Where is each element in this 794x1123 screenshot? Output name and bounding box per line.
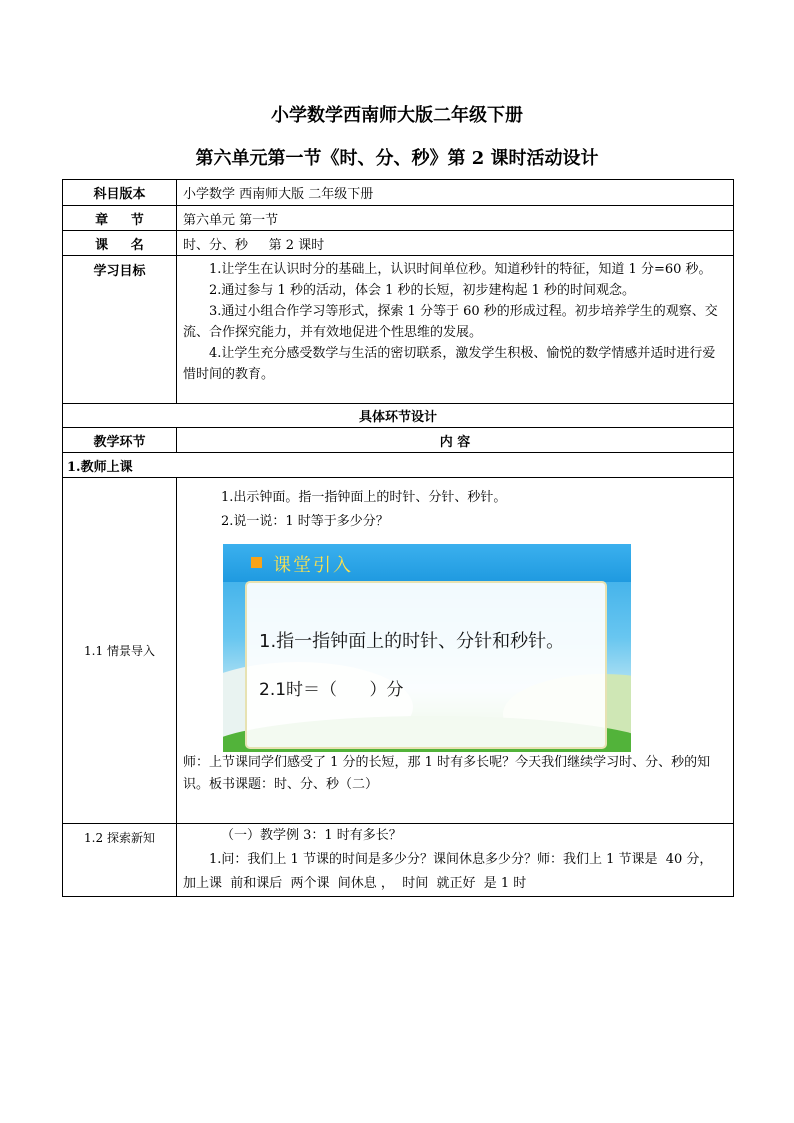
slide-bullet-square xyxy=(251,557,262,568)
col-content-header: 内 容 xyxy=(177,428,734,453)
explore-stage: 1.2 探索新知 xyxy=(63,824,177,897)
slide-card xyxy=(245,581,607,749)
intro-stage: 1.1 情景导入 xyxy=(63,478,177,824)
intro-line-1: 1.出示钟面。指一指钟面上的时针、分针、秒针。 xyxy=(221,490,507,505)
section-title-row xyxy=(63,404,734,428)
lesson-label: 课 名 xyxy=(63,231,177,256)
slide-line-2: 2.1时＝（ ）分 xyxy=(259,680,404,700)
slide-title: 课堂引入 xyxy=(273,555,353,576)
objective-item: 1.让学生在认识时分的基础上，认识时间单位秒。知道秒针的特征，知道 1 分=60 秒。 xyxy=(209,262,712,277)
lesson-value: 时、分、秒 第 2 课时 xyxy=(177,231,734,256)
objectives-row xyxy=(63,256,734,404)
lesson-row xyxy=(63,231,734,256)
subject-value: 小学数学 西南师大版 二年级下册 xyxy=(177,180,734,206)
section-title: 具体环节设计 xyxy=(63,404,734,428)
explore-row xyxy=(63,824,734,897)
intro-line-2: 2.说一说：1 时等于多少分？ xyxy=(221,514,389,529)
objective-item: 4.让学生充分感受数学与生活的密切联系，激发学生积极、愉悦的数学情感并适时进行爱惜时间的教育。 xyxy=(183,346,716,382)
objectives-content xyxy=(177,256,734,404)
part1-title: 1.教师上课 xyxy=(63,453,734,478)
slide-image xyxy=(223,544,631,752)
column-header-row xyxy=(63,428,734,453)
intro-content xyxy=(177,478,734,824)
lesson-plan-table xyxy=(62,179,734,897)
part1-row xyxy=(63,453,734,478)
document-subtitle: 第六单元第一节《时、分、秒》第 2 课时活动设计 xyxy=(195,148,599,169)
subject-row xyxy=(63,180,734,206)
slide-line-1: 1.指一指钟面上的时针、分针和秒针。 xyxy=(259,631,565,652)
intro-row xyxy=(63,478,734,824)
subject-label: 科目版本 xyxy=(63,180,177,206)
chapter-row xyxy=(63,206,734,231)
chapter-label: 章 节 xyxy=(63,206,177,231)
objective-item: 3.通过小组合作学习等形式，探索 1 分等于 60 秒的形成过程。初步培养学生的观察、交流、合作探究能力，并有效地促进个性思维的发展。 xyxy=(183,304,718,340)
explore-line-1: （一）教学例 3：1 时有多长？ xyxy=(221,828,402,843)
col-stage-header: 教学环节 xyxy=(63,428,177,453)
explore-line-2: 1.问：我们上 1 节课的时间是多少分？课间休息多少分？师：我们上 1 节课是 40 分， 加上课 前和课后 两个课 间休息 ， 时间 就正好 是 1 时 xyxy=(183,852,717,891)
objective-item: 2.通过参与 1 秒的活动，体会 1 秒的长短，初步建构起 1 秒的时间观念。 xyxy=(209,283,636,298)
chapter-value: 第六单元 第一节 xyxy=(177,206,734,231)
teacher-remark: 师：上节课同学们感受了 1 分的长短，那 1 时有多长呢？今天我们继续学习时、分、秒的知识。板书课题：时、分、秒（二） xyxy=(183,755,711,792)
document-title: 小学数学西南师大版二年级下册 xyxy=(271,105,523,126)
objectives-label: 学习目标 xyxy=(63,256,177,404)
explore-content xyxy=(177,824,734,897)
